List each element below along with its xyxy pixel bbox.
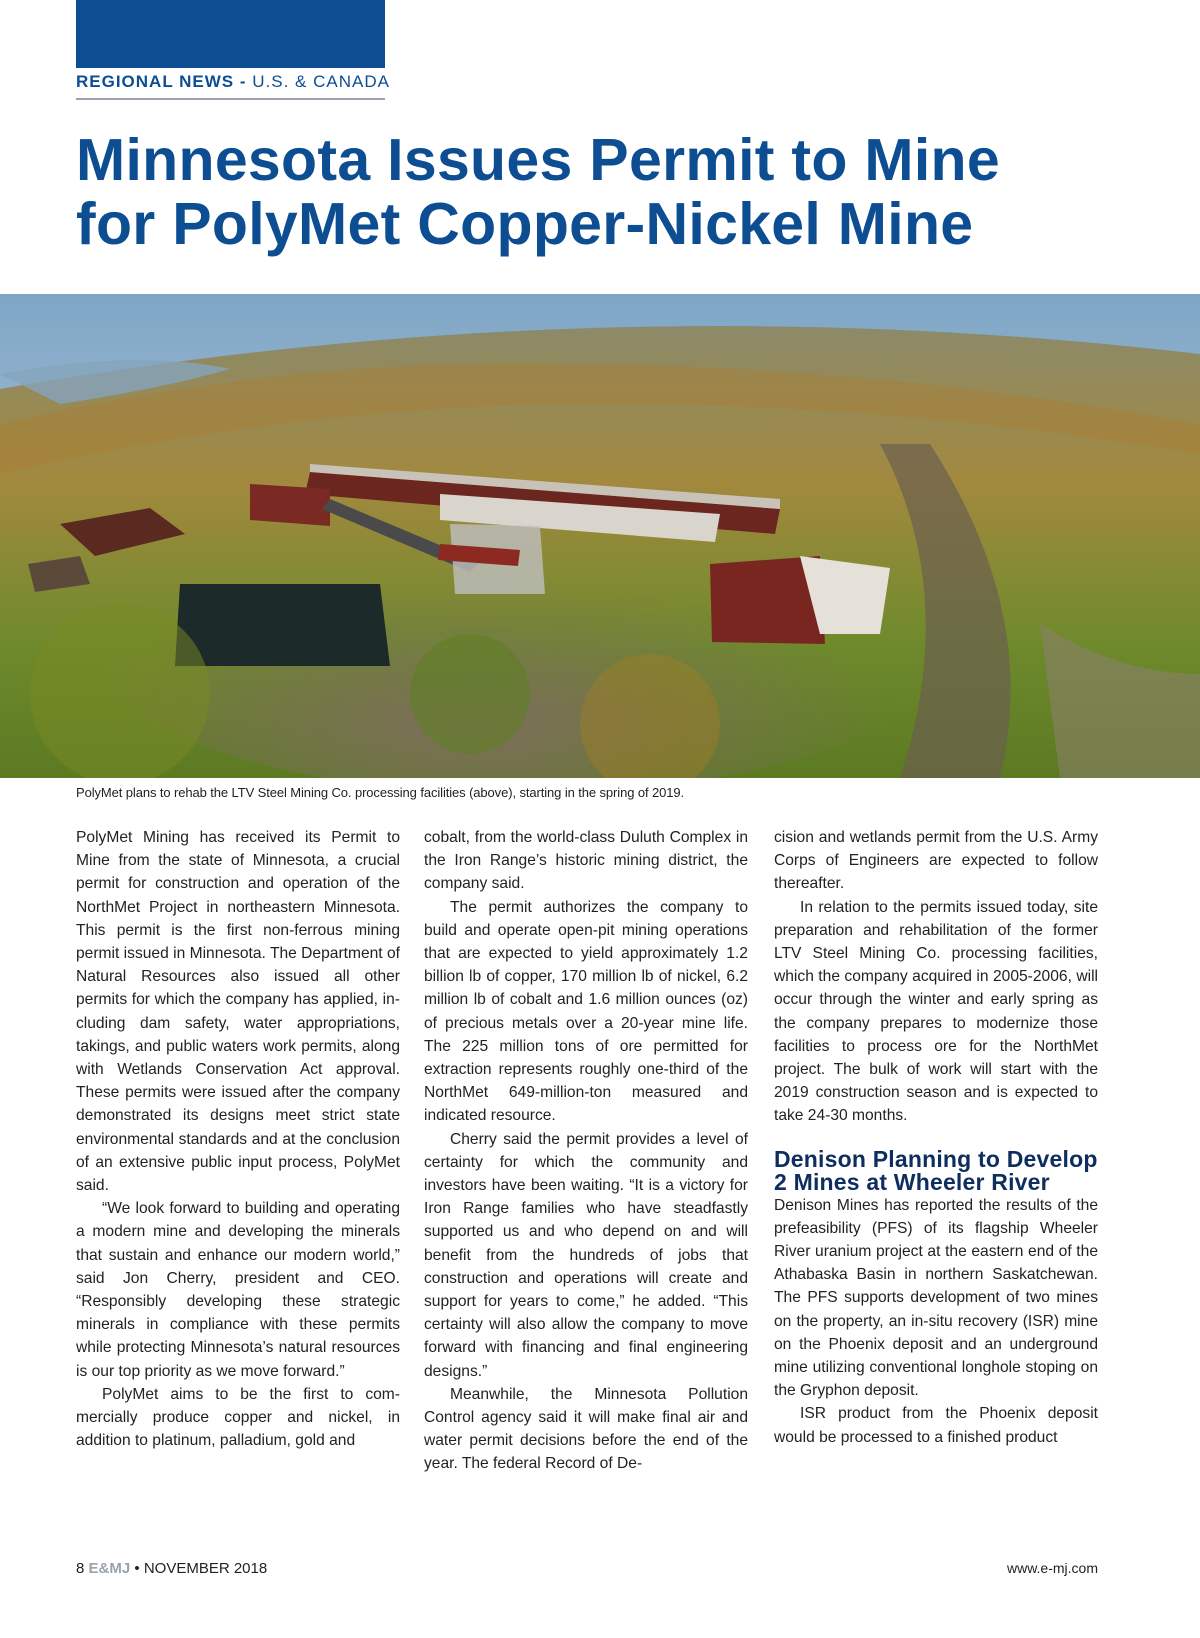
article-paragraph: Cherry said the permit provides a level of certainty for which the community and investors have been waiting. “It is a victory for Iron Range families who have steadfastly supported us and who depend on and will benefit from the hundreds of jobs that construction and operations will create and support for years to come,” he added. “This certainty will also allow the company to move forward with financing and final engineering designs.” — [424, 1130, 748, 1380]
article-paragraph: PolyMet Mining has received its Permit to Mine from the state of Minnesota, a crucial permit for construction and operation of the NorthMet Project in northeastern Minnesota. This permit is the first non-ferrous mining permit issued in Minnesota. The Department of Natural Resources also issued all other permits for which the company has applied, including dam safety, water appropriations, takings, and public waters work permits, along with Wetlands Conservation Act approval. These permits were issued after the company demonstrated its designs meet strict state environmental standards and at the conclusion of an extensive public input process, PolyMet said. — [76, 829, 400, 1195]
page-title-line-1: Minnesota Issues Permit to Mine — [76, 127, 1001, 193]
article-paragraph: The permit authorizes the company to build and operate open-pit mining operations that are expected to yield approximately 1.2 billion lb of copper, 170 million lb of nickel, 6.2 million lb of cobalt and 1.6 million ounces (oz) of precious metals over a 20-year mine life. The 225 million tons of ore permitted for extraction represents roughly one-third of the NorthMet 649-million-ton measured and indicated resource. — [424, 898, 748, 1125]
article-paragraph: Meanwhile, the Minnesota Pollution Control agency said it will make final air and water permit decisions before the end of the year. The federal Record of De- — [424, 1385, 748, 1473]
aerial-mine-photo — [0, 294, 1200, 778]
website-url[interactable]: www.e-mj.com — [1006, 1560, 1098, 1576]
footer-separator: • — [134, 1560, 140, 1577]
article-column-2 — [424, 826, 748, 1476]
header-color-bar — [76, 0, 385, 68]
article-paragraph: cobalt, from the world-class Duluth Complex in the Iron Range’s historic mining district, the company said. — [424, 829, 748, 893]
article-paragraph: “We look forward to building and operating a modern mine and developing the minerals that sustain and enhance our modern world,” said Jon Cherry, president and CEO. “Responsibly developing these strategic minerals in compliance with these permits while protecting Minnesota’s natural resources is our top priority as we move forward.” — [76, 1200, 400, 1380]
article-paragraph: In relation to the permits issued today, site preparation and rehabilitation of the former LTV Steel Mining Co. processing facilities, which the company acquired in 2005-2006, will occur through the winter and early spring as the company prepares to modernize those facilities to process ore for the NorthMet project. The bulk of work will start with the 2019 construction season and is expected to take 24-30 months. — [774, 898, 1098, 1125]
section-tag-light: U.S. & CANADA — [252, 72, 390, 91]
article-column-3 — [774, 826, 1098, 1449]
issue-date: NOVEMBER 2018 — [143, 1560, 268, 1577]
magazine-brand: E&MJ — [88, 1560, 131, 1577]
article-paragraph: ISR product from the Phoenix deposit would be processed to a finished product — [774, 1405, 1098, 1446]
page-title-line-2: for PolyMet Copper-Nickel Mine — [76, 191, 974, 257]
article-column-1 — [76, 826, 400, 1452]
section-tag — [76, 70, 390, 100]
page-title — [76, 128, 1136, 256]
article-paragraph: Denison Mines has reported the results of the prefeasibility (PFS) of its flagship Wheeler River uranium project at the eastern end of the Athabaska Basin in northern Saskatchewan. The PFS supports development of two mines on the property, an in-situ recovery (ISR) mine on the Phoenix deposit and an underground mine utilizing conventional longhole stoping on the Gryphon deposit. — [774, 1196, 1098, 1400]
article-paragraph: PolyMet aims to be the first to commercially produce copper and nickel, in addition to platinum, palladium, gold and — [76, 1385, 400, 1450]
page-number: 8 — [76, 1560, 85, 1577]
article-paragraph: cision and wetlands permit from the U.S. Army Corps of Engineers are expected to follow thereafter. — [774, 829, 1098, 893]
page-footer-left — [76, 1560, 267, 1577]
section-tag-bold: REGIONAL NEWS - — [76, 72, 247, 91]
photo-caption: PolyMet plans to rehab the LTV Steel Mining Co. processing facilities (above), starting in the spring of 2019. — [76, 785, 685, 800]
sub-headline: Denison Planning to Develop 2 Mines at Wheeler River — [774, 1145, 1098, 1195]
